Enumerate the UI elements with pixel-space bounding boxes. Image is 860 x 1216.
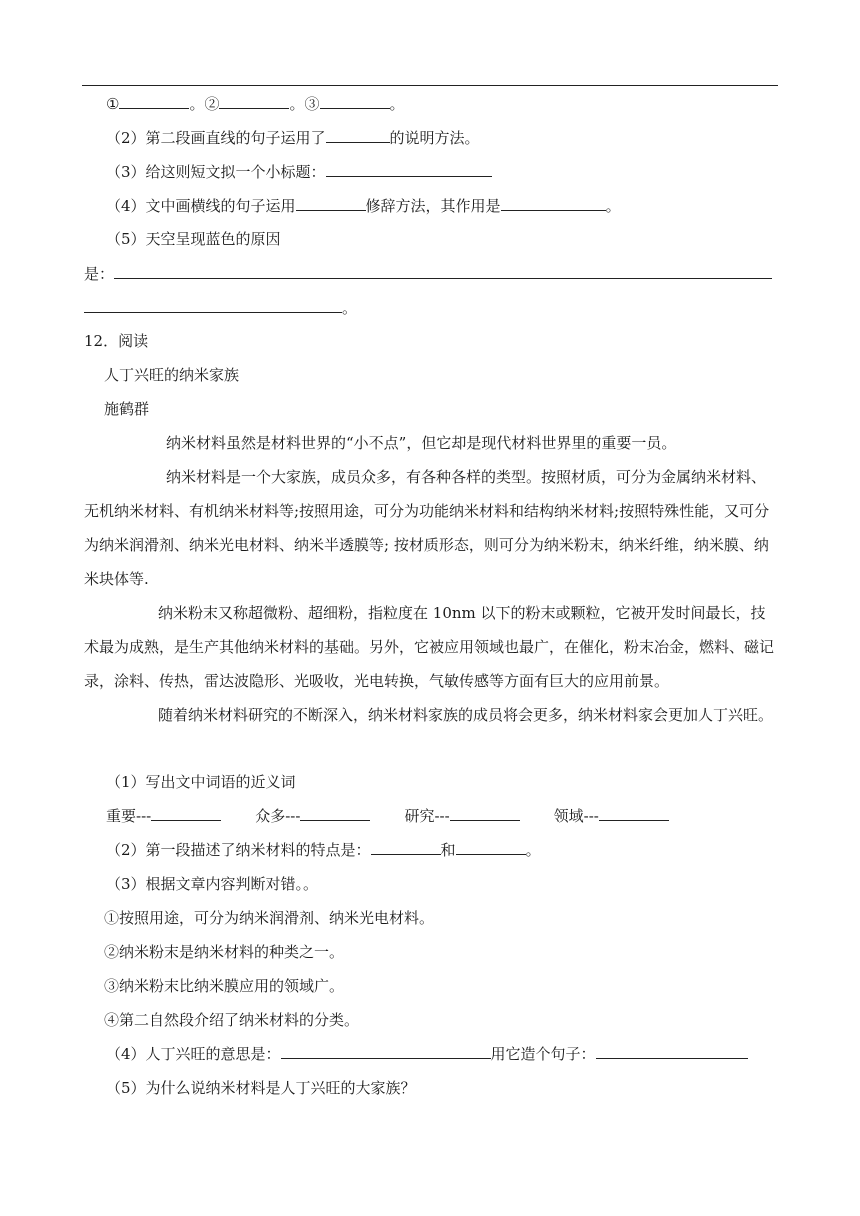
question-text: 是： [84,265,115,283]
top-divider [82,85,778,86]
q11-sub5 [106,229,281,249]
answer-blank[interactable] [300,806,370,821]
question-text: 的说明方法。 [389,129,480,147]
article-author: 施鹤群 [104,400,150,418]
separator: 。 [289,95,305,113]
article-paragraph-3: 纳米粉末又称超微粉、超细粉，指粒度在 10nm 以下的粉末或颗粒，它被开发时间最长，技术最为成熟，是生产其他纳米材料的基础。另外，它被应用领域也最广，在催化，粉末冶金，燃料、磁记录，涂料、传热，雷达波隐形、光吸收，光电转换，气敏传感等方面有巨大的应用前景。 [84,604,775,690]
judgement-item-3: ③纳米粉末比纳米膜应用的领域广。 [104,977,345,995]
q11-sub1-blanks [106,94,405,114]
question-text: （2）第一段描述了纳米材料的特点是： [106,841,371,859]
judgement-item-4: ④第二自然段介绍了纳米材料的分类。 [104,1011,360,1029]
judgement-item-2: ②纳米粉末是纳米材料的种类之一。 [104,943,345,961]
answer-blank-2[interactable] [219,94,289,109]
blank-label-2: ② [204,95,220,113]
question-text: （2）第二段画直线的句子运用了 [106,129,326,147]
q11-sub2 [106,128,480,148]
separator: 。 [189,95,205,113]
answer-blank[interactable] [151,806,221,821]
word-prompt: 领域--- [553,807,599,825]
answer-blank[interactable] [456,840,526,855]
answer-blank[interactable] [84,298,342,313]
question-text: 。 [342,299,358,317]
word-prompt: 众多--- [255,807,301,825]
q11-sub5-answer-line1 [84,264,772,284]
answer-blank[interactable] [371,840,441,855]
article-title: 人丁兴旺的纳米家族 [104,366,240,384]
q12-sub1-words [106,806,669,826]
question-text: （4）人丁兴旺的意思是： [106,1045,281,1063]
question-text: 修辞方法，其作用是 [365,197,501,215]
q12-sub5: （5）为什么说纳米材料是人丁兴旺的大家族？ [106,1079,416,1097]
answer-blank[interactable] [296,196,366,211]
answer-blank[interactable] [596,1044,748,1059]
question-text: 。 [605,197,621,215]
q11-sub5-answer-line2 [84,298,357,318]
q12-header: 12．阅读 [84,332,149,350]
q12-sub3-label: （3）根据文章内容判断对错。。 [106,875,319,893]
answer-blank[interactable] [114,264,772,279]
separator: 。 [389,95,405,113]
answer-blank-1[interactable] [119,94,189,109]
q11-sub4 [106,196,621,216]
question-text: （5）天空呈现蓝色的原因 [106,230,281,248]
answer-blank[interactable] [501,196,606,211]
word-prompt: 研究--- [404,807,450,825]
q12-sub1-label: （1）写出文中词语的近义词 [106,773,296,791]
answer-blank[interactable] [450,806,520,821]
word-prompt: 重要--- [106,807,152,825]
blank-label-3: ③ [304,95,320,113]
answer-blank[interactable] [281,1044,491,1059]
answer-blank[interactable] [326,128,390,143]
article-paragraph-4: 随着纳米材料研究的不断深入，纳米材料家族的成员将会更多，纳米材料家会更加人丁兴旺。 [158,706,774,724]
article-paragraph-2: 纳米材料是一个大家族，成员众多，有各种各样的类型。按照材质，可分为金属纳米材料、无机纳米材料、有机纳米材料等;按照用途，可分为功能纳米材料和结构纳米材料;按照特殊性能，又可分为纳米润滑剂、纳米光电材料、纳米半透膜等; 按材质形态，则可分为纳米粉末，纳米纤维，纳米膜、纳米块体等. [84,468,770,588]
q12-sub2 [106,840,541,860]
judgement-item-1: ①按照用途，可分为纳米润滑剂、纳米光电材料。 [104,909,435,927]
blank-label-1: ① [106,95,120,113]
q11-sub3 [106,162,492,182]
q12-sub4 [106,1044,748,1064]
answer-blank[interactable] [326,162,492,177]
question-text: （3）给这则短文拟一个小标题： [106,163,326,181]
article-paragraph-1: 纳米材料虽然是材料世界的“小不点”，但它却是现代材料世界里的重要一员。 [166,434,677,452]
answer-blank[interactable] [599,806,669,821]
question-text: 用它造个句子： [490,1045,596,1063]
question-text: 。 [525,841,541,859]
answer-blank-3[interactable] [320,94,390,109]
question-text: （4）文中画横线的句子运用 [106,197,296,215]
question-text: 和 [440,841,456,859]
